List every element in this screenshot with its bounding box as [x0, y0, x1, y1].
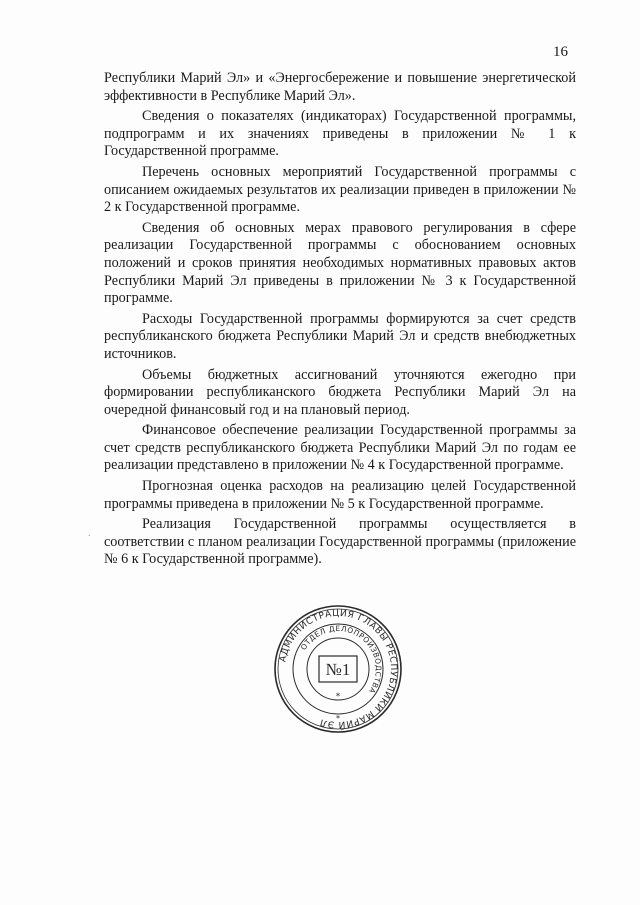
stamp-inner-text: ОТДЕЛ ДЕЛОПРОИЗВОДСТВА [298, 623, 384, 696]
stamp-number: №1 [325, 660, 351, 679]
page-number: 16 [553, 44, 568, 60]
paragraph-financing: Финансовое обеспечение реализации Государственной программы за счет средств республиканского бюджета Республики Марий Эл по годам ее реализации представлено в приложении № 4 к Государственной программе. [104, 422, 576, 474]
office-stamp [272, 603, 404, 735]
paragraph-implementation: Реализация Государственной программы осуществляется в соответствии с планом реализации Государственной программы (приложение № 6 к Государственной программе). [104, 516, 576, 568]
paragraph-continuation: Республики Марий Эл» и «Энергосбережение и повышение энергетической эффективности в Республике Марий Эл». [104, 70, 576, 104]
stamp-star-inner: * [335, 692, 341, 702]
paragraph-budget-volumes: Объемы бюджетных ассигнований уточняются ежегодно при формировании республиканского бюджета Республики Марий Эл на очередной финансовый год и на плановый период. [104, 366, 576, 418]
ink-dot-mark: . [88, 528, 91, 539]
paragraph-measures-list: Перечень основных мероприятий Государственной программы с описанием ожидаемых результатов их реализации приведен в приложении № 2 к Государственной программе. [104, 163, 576, 216]
paragraph-forecast: Прогнозная оценка расходов на реализацию целей Государственной программы приведена в приложении № 5 к Государственной программе. [104, 478, 576, 512]
paragraph-legal-regulation: Сведения об основных мерах правового регулирования в сфере реализации Государственной программы с обоснованием основных положений и сроков принятия необходимых нормативных правовых актов Республики Марий Эл приведены в приложении № 3 к Государственной программе. [104, 219, 576, 307]
body-text [104, 70, 576, 572]
paragraph-indicators: Сведения о показателях (индикаторах) Государственной программы, подпрограмм и их значениях приведены в приложении № 1 к Государственной программе. [104, 108, 576, 160]
stamp-star-outer: * [336, 714, 340, 723]
stamp-outer-text: АДМИНИСТРАЦИЯ ГЛАВЫ РЕСПУБЛИКИ МАРИЙ ЭЛ [278, 608, 399, 730]
paragraph-expenses: Расходы Государственной программы формируются за счет средств республиканского бюджета Республики Марий Эл и средств внебюджетных источников. [104, 310, 576, 362]
